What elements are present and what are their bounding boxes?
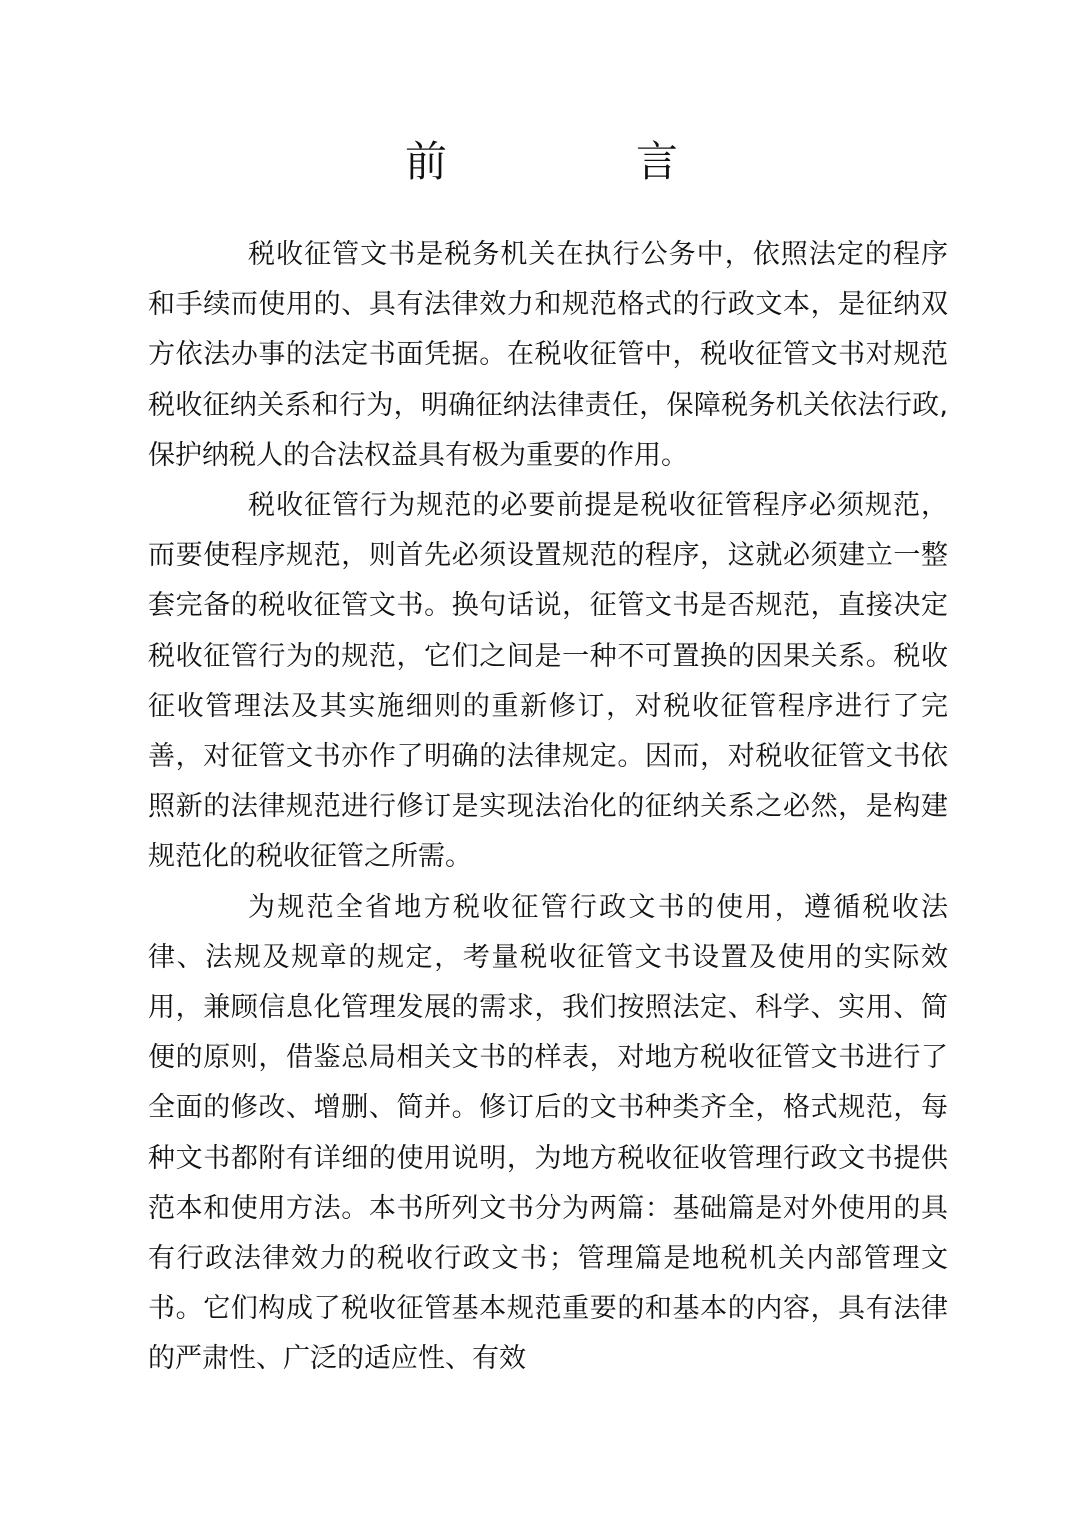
paragraph-3: 为规范全省地方税收征管行政文书的使用，遵循税收法律、法规及规章的规定，考量税收征管文书设置及使用的实际效用，兼顾信息化管理发展的需求，我们按照法定、科学、实用、简便的原则，借鉴总局相关文书的样表，对地方税收征管文书进行了全面的修改、增删、简并。修订后的文书种类齐全，格式规范，每种文书都附有详细的使用说明，为地方税收征收管理行政文书提供范本和使用方法。本书所列文书分为两篇：基础篇是对外使用的具有行政法律效力的税收行政文书；管理篇是地税机关内部管理文书。它们构成了税收征管基本规范重要的和基本的内容，具有法律的严肃性、广泛的适应性、有效 xyxy=(148,891,948,1375)
paragraph-2: 税收征管行为规范的必要前提是税收征管程序必须规范，而要使程序规范，则首先必须设置规范的程序，这就必须建立一整套完备的税收征管文书。换句话说，征管文书是否规范，直接决定税收征管行为的规范，它们之间是一种不可置换的因果关系。税收征收管理法及其实施细则的重新修订，对税收征管程序进行了完善，对征管文书亦作了明确的法律规定。因而，对税收征管文书依照新的法律规范进行修订是实现法治化的征纳关系之必然，是构建规范化的税收征管之所需。 xyxy=(148,490,948,873)
page-title xyxy=(0,132,1087,192)
body-text xyxy=(148,230,948,1385)
paragraph-1: 税收征管文书是税务机关在执行公务中，依照法定的程序和手续而使用的、具有法律效力和规范格式的行政文本，是征纳双方依法办事的法定书面凭据。在税收征管中，税收征管文书对规范税收征纳关系和行为，明确征纳法律责任，保障税务机关依法行政,保护纳税人的合法权益具有极为重要的作用。 xyxy=(148,239,948,471)
title-char-1: 前 xyxy=(405,137,448,186)
title-char-2: 言 xyxy=(636,137,679,186)
